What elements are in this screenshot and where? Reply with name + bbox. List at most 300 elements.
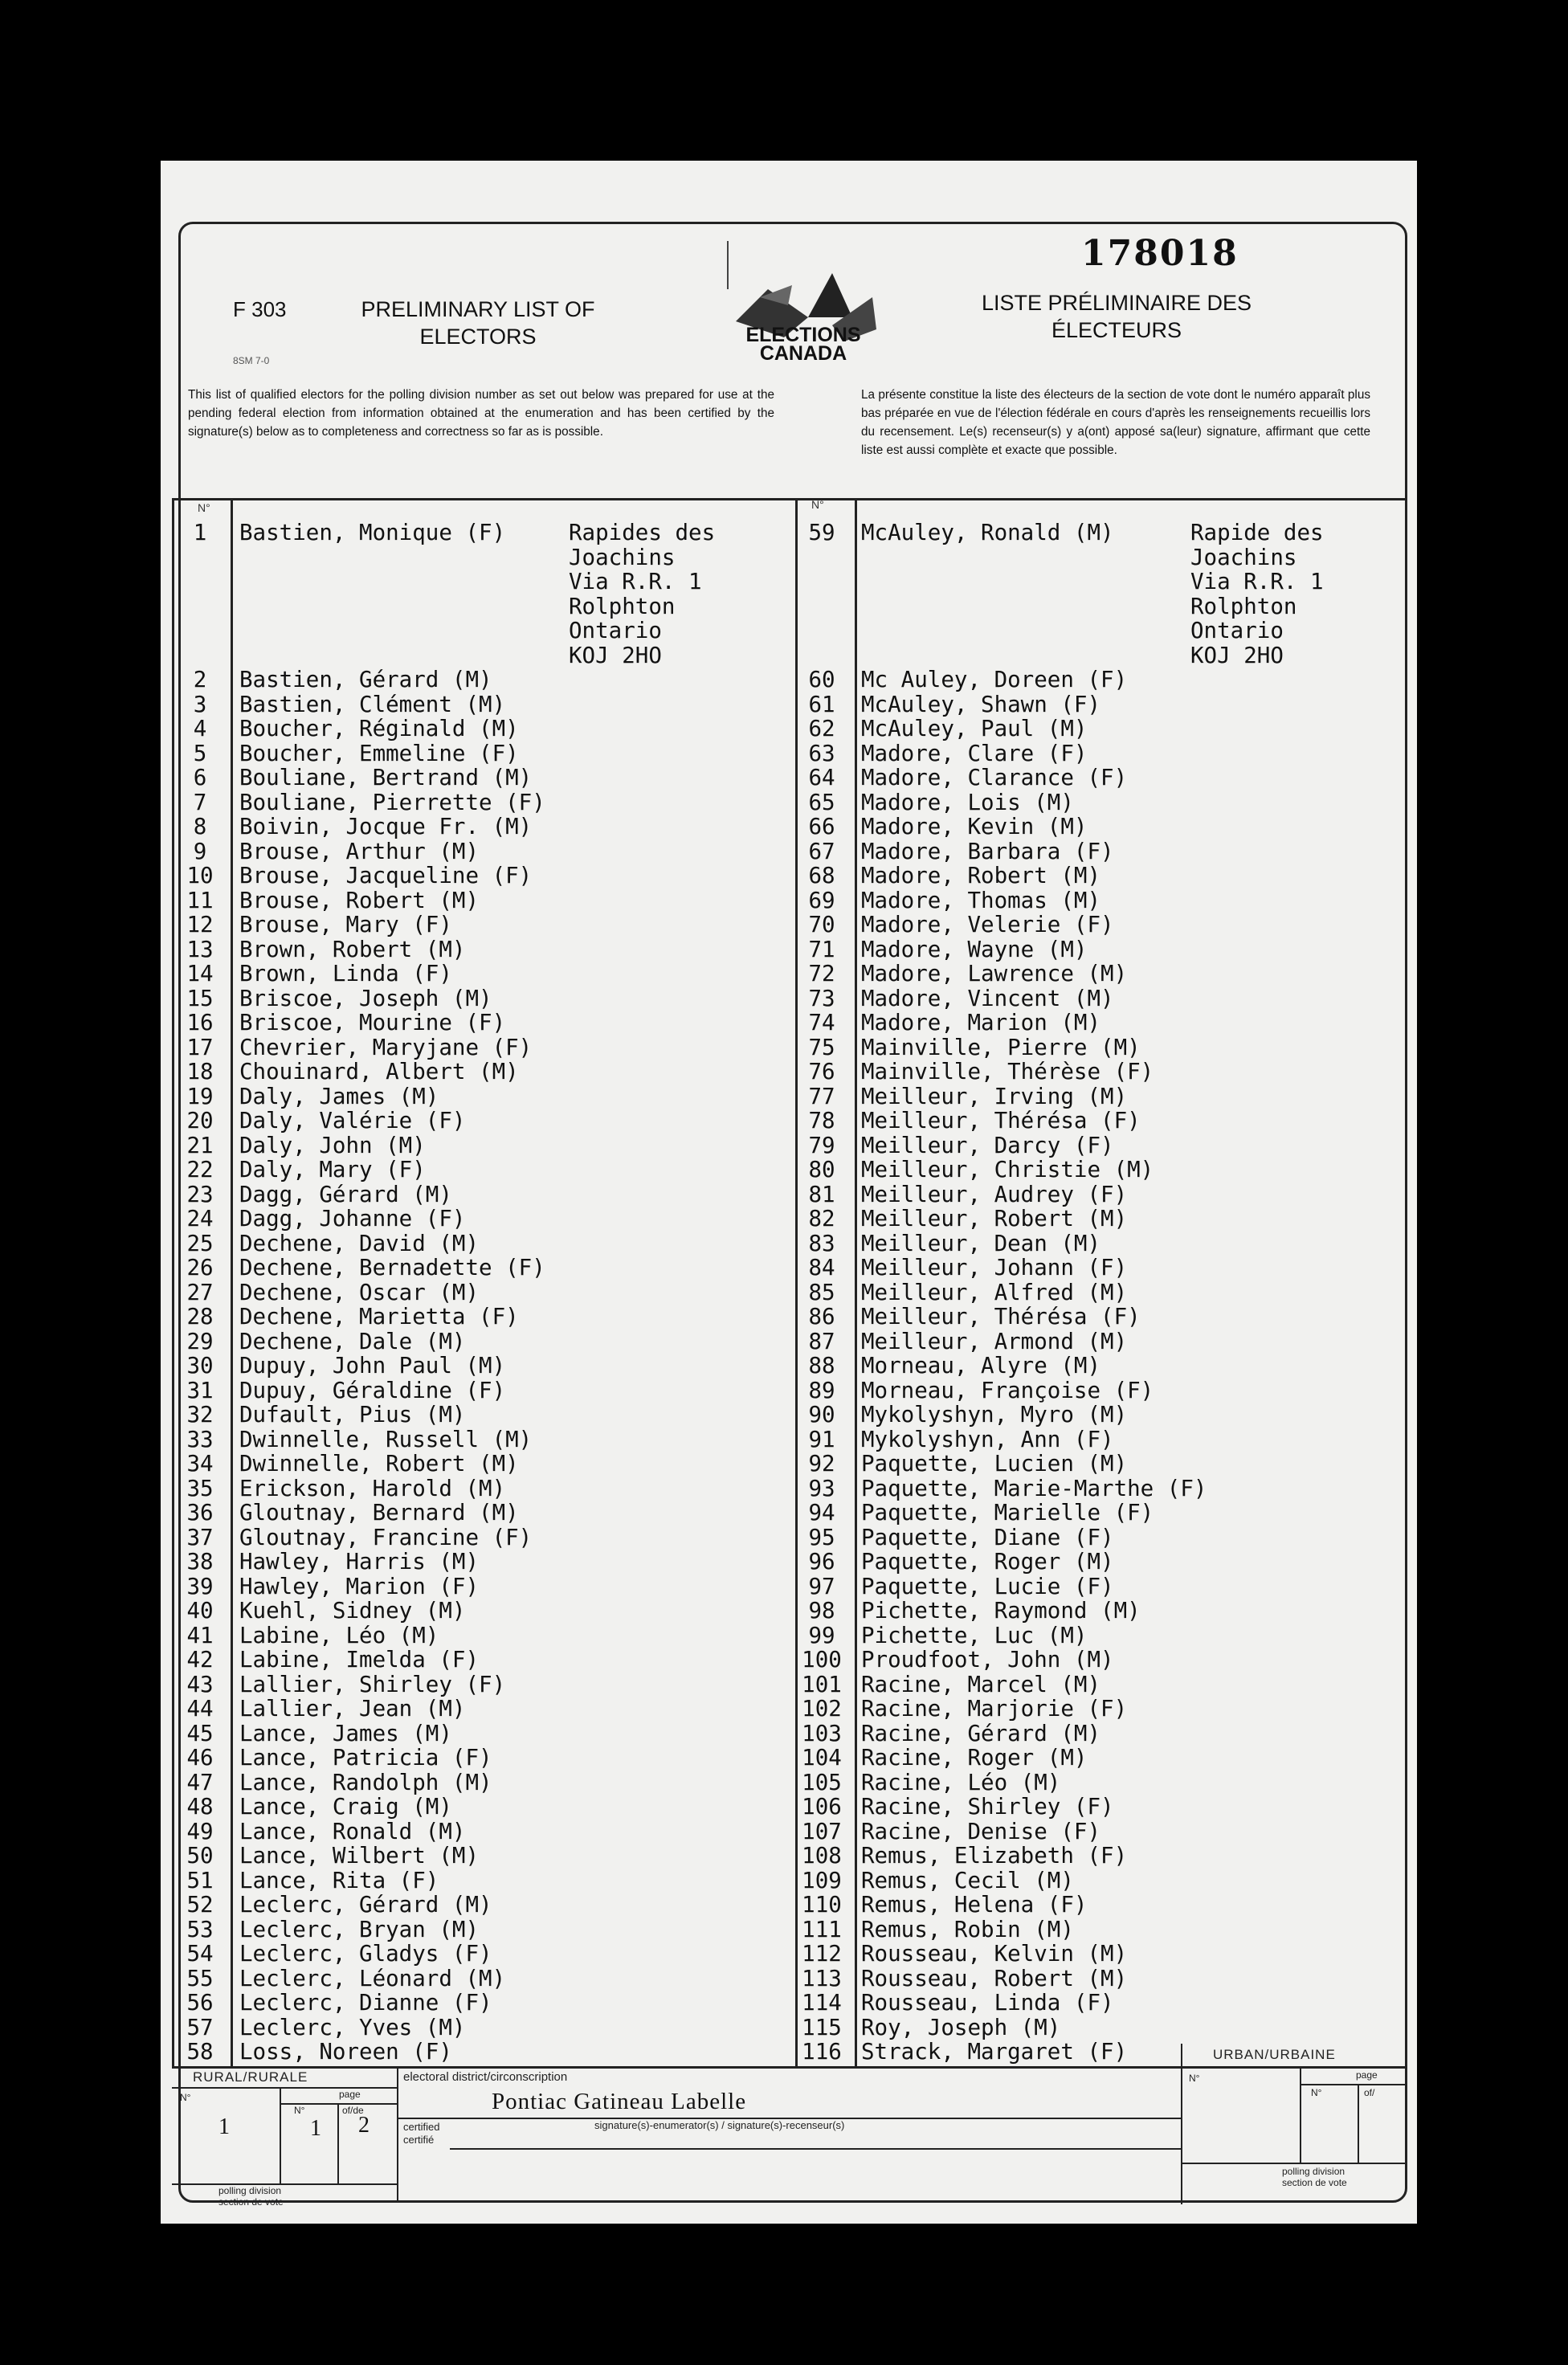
logo-line-elections: ELECTIONS — [745, 324, 861, 346]
urban-divider-2 — [1300, 2066, 1301, 2163]
form-sub-code: 8SM 7-0 — [233, 355, 270, 366]
elector-row — [794, 1403, 1404, 1428]
elector-row — [794, 1207, 1404, 1232]
elector-number: 79 — [808, 1132, 835, 1158]
elector-row — [172, 1795, 790, 1820]
elector-name: Rousseau, Kelvin (M) — [861, 1941, 1128, 1967]
address-line: Rapide des — [1190, 520, 1324, 545]
elector-row — [172, 937, 790, 962]
elector-row — [794, 1844, 1404, 1869]
address-line: Rolphton — [569, 593, 676, 619]
elector-name: Dufault, Pius (M) — [239, 1402, 466, 1428]
elector-number: 116 — [802, 2039, 842, 2065]
elector-name: Madore, Marion (M) — [861, 1010, 1101, 1035]
elector-row — [172, 1624, 790, 1648]
elector-number: 115 — [802, 2014, 842, 2040]
elector-number: 96 — [808, 1549, 835, 1575]
elector-row — [794, 1256, 1404, 1281]
elector-name: Racine, Léo (M) — [861, 1769, 1061, 1795]
elector-number: 47 — [186, 1769, 214, 1795]
elector-number: 77 — [808, 1083, 835, 1109]
elector-row — [794, 1109, 1404, 1133]
elector-number: 83 — [808, 1230, 835, 1256]
elector-row — [172, 1035, 790, 1060]
elector-number: 81 — [808, 1181, 835, 1207]
elector-row — [172, 815, 790, 839]
elector-number: 68 — [808, 863, 835, 888]
elector-row — [172, 1942, 790, 1967]
elector-name: Bastien, Gérard (M) — [239, 667, 492, 692]
elector-number: 40 — [186, 1598, 214, 1624]
page-no-label: N° — [294, 2105, 305, 2116]
elector-row — [172, 2040, 790, 2065]
rural-divider-1 — [280, 2087, 281, 2183]
elector-number: 62 — [808, 716, 835, 741]
elector-row — [794, 1575, 1404, 1599]
signature-label: signature(s)-enumerator(s) / signature(s)-recenseur(s) — [594, 2119, 845, 2131]
elector-name: McAuley, Paul (M) — [861, 716, 1088, 741]
elector-row — [794, 1182, 1404, 1207]
logo-line-canada: CANADA — [759, 342, 847, 365]
elector-number: 50 — [186, 1843, 214, 1869]
elector-name: Bouliane, Pierrette (F) — [239, 789, 545, 815]
elector-name: Roy, Joseph (M) — [861, 2014, 1061, 2040]
elector-number: 97 — [808, 1573, 835, 1599]
rural-label-rule — [172, 2087, 397, 2089]
elector-name: Meilleur, Johann (F) — [861, 1255, 1128, 1281]
elector-name: Madore, Lois (M) — [861, 789, 1074, 815]
elector-number: 82 — [808, 1206, 835, 1232]
address-line: Ontario — [1190, 618, 1284, 643]
elector-row — [794, 1795, 1404, 1820]
elector-row — [794, 1428, 1404, 1452]
elector-name: Remus, Elizabeth (F) — [861, 1843, 1128, 1869]
elector-row — [172, 1060, 790, 1084]
elector-name: Racine, Denise (F) — [861, 1818, 1101, 1844]
elector-name: Meilleur, Alfred (M) — [861, 1279, 1128, 1305]
elector-row — [172, 1991, 790, 2016]
elector-name: Proudfoot, John (M) — [861, 1647, 1114, 1673]
elector-number: 12 — [186, 912, 214, 937]
elector-number: 59 — [808, 520, 835, 545]
urban-of-label: of/ — [1364, 2087, 1375, 2098]
elector-row — [794, 1477, 1404, 1501]
elector-number: 25 — [186, 1230, 214, 1256]
elector-row — [172, 1501, 790, 1526]
elector-name: Meilleur, Thérésa (F) — [861, 1304, 1141, 1330]
elector-row — [172, 1011, 790, 1035]
address-line: KOJ 2HO — [569, 642, 662, 668]
elector-number: 58 — [186, 2039, 214, 2065]
elector-number: 94 — [808, 1500, 835, 1526]
elector-row — [794, 1746, 1404, 1771]
elector-row — [172, 1918, 790, 1942]
elector-name: Madore, Wayne (M) — [861, 936, 1088, 962]
elector-number: 11 — [186, 887, 214, 913]
elector-row — [794, 1305, 1404, 1330]
elector-name: Paquette, Roger (M) — [861, 1549, 1114, 1575]
elector-name: Daly, Mary (F) — [239, 1157, 426, 1182]
elector-name: Meilleur, Audrey (F) — [861, 1181, 1128, 1207]
left-no-header: N° — [198, 501, 210, 514]
elector-row — [172, 1648, 790, 1673]
elector-name: Boucher, Réginald (M) — [239, 716, 519, 741]
elector-number: 84 — [808, 1255, 835, 1281]
elector-name: Madore, Kevin (M) — [861, 814, 1088, 839]
header-rule — [172, 498, 1407, 500]
elector-number: 5 — [193, 740, 207, 766]
elector-name: McAuley, Ronald (M) — [861, 520, 1114, 545]
elector-row — [794, 1501, 1404, 1526]
elector-row — [172, 766, 790, 790]
elector-name: Lallier, Jean (M) — [239, 1696, 466, 1722]
urban-label-rule — [1181, 2066, 1407, 2068]
electors-column-right — [794, 521, 1404, 2065]
urban-divider-3 — [1358, 2084, 1359, 2163]
elector-row — [172, 1673, 790, 1697]
elector-number: 46 — [186, 1745, 214, 1771]
elector-row — [794, 1869, 1404, 1893]
elector-number: 98 — [808, 1598, 835, 1624]
elector-number: 14 — [186, 961, 214, 986]
elector-row — [794, 790, 1404, 815]
elector-row — [794, 1771, 1404, 1795]
elector-name: Racine, Marcel (M) — [861, 1671, 1101, 1697]
elector-row — [794, 1354, 1404, 1379]
elector-row — [172, 1771, 790, 1795]
elector-name: Morneau, Françoise (F) — [861, 1377, 1154, 1403]
rural-section-de-vote: section de vote — [218, 2196, 284, 2208]
elector-number: 70 — [808, 912, 835, 937]
elector-number: 22 — [186, 1157, 214, 1182]
elector-number: 8 — [193, 814, 207, 839]
address-line: Joachins — [1190, 544, 1297, 570]
rural-divider-3 — [337, 2103, 339, 2183]
elector-number: 85 — [808, 1279, 835, 1305]
elector-number: 18 — [186, 1059, 214, 1084]
elector-name: Mc Auley, Doreen (F) — [861, 667, 1128, 692]
elector-name: Meilleur, Irving (M) — [861, 1083, 1128, 1109]
elector-number: 15 — [186, 985, 214, 1011]
elector-row — [794, 1820, 1404, 1844]
elector-name: Paquette, Lucie (F) — [861, 1573, 1114, 1599]
elector-name: Lallier, Shirley (F) — [239, 1671, 506, 1697]
elector-row — [794, 1599, 1404, 1624]
elector-row — [794, 913, 1404, 937]
elector-row — [172, 1893, 790, 1918]
elector-name: Lance, Craig (M) — [239, 1794, 452, 1820]
elector-row — [172, 1550, 790, 1575]
urban-section-de-vote: section de vote — [1282, 2177, 1347, 2188]
elector-row — [172, 1305, 790, 1330]
elector-number: 110 — [802, 1892, 842, 1918]
elector-name: Dwinnelle, Russell (M) — [239, 1426, 533, 1452]
elector-name: Brown, Linda (F) — [239, 961, 452, 986]
elector-name: Labine, Léo (M) — [239, 1622, 439, 1648]
rural-no-label: N° — [180, 2092, 191, 2103]
elector-number: 86 — [808, 1304, 835, 1330]
elector-row — [172, 1697, 790, 1722]
elector-number: 43 — [186, 1671, 214, 1697]
elector-number: 13 — [186, 936, 214, 962]
elector-name: Meilleur, Robert (M) — [861, 1206, 1128, 1232]
elector-name: Kuehl, Sidney (M) — [239, 1598, 466, 1624]
rural-bottom-rule — [172, 2183, 397, 2185]
elector-number: 106 — [802, 1794, 842, 1820]
elector-name: Paquette, Marielle (F) — [861, 1500, 1154, 1526]
elector-number: 42 — [186, 1647, 214, 1673]
elector-row — [794, 937, 1404, 962]
elector-name: Bastien, Monique (F) — [239, 520, 506, 545]
elector-name: Dwinnelle, Robert (M) — [239, 1451, 519, 1477]
elections-canada-logo — [712, 241, 929, 394]
elector-name: Paquette, Lucien (M) — [861, 1451, 1128, 1477]
elector-number: 3 — [193, 691, 207, 717]
elector-number: 76 — [808, 1059, 835, 1084]
elector-number: 102 — [802, 1696, 842, 1722]
elector-name: Leclerc, Léonard (M) — [239, 1965, 506, 1991]
elector-number: 39 — [186, 1573, 214, 1599]
elector-number: 100 — [802, 1647, 842, 1673]
elector-name: Remus, Cecil (M) — [861, 1867, 1074, 1893]
elector-row — [172, 1330, 790, 1354]
elector-number: 1 — [193, 520, 207, 545]
urban-polling-division: polling division — [1282, 2166, 1345, 2177]
elector-number: 111 — [802, 1916, 842, 1942]
elector-name: Mainville, Thérèse (F) — [861, 1059, 1154, 1084]
elector-name: McAuley, Shawn (F) — [861, 691, 1101, 717]
elector-number: 31 — [186, 1377, 214, 1403]
elector-row — [172, 1575, 790, 1599]
elector-name: Lance, Wilbert (M) — [239, 1843, 480, 1869]
elector-row — [172, 1722, 790, 1746]
serial-number: 178018 — [1081, 233, 1239, 274]
elector-name: Lance, Randolph (M) — [239, 1769, 492, 1795]
address-line: Rolphton — [1190, 593, 1297, 619]
elector-name: Pichette, Raymond (M) — [861, 1598, 1141, 1624]
elector-name: Meilleur, Thérésa (F) — [861, 1108, 1141, 1133]
elector-name: Gloutnay, Bernard (M) — [239, 1500, 519, 1526]
elector-name: Briscoe, Mourine (F) — [239, 1010, 506, 1035]
elector-row — [794, 1697, 1404, 1722]
elector-name: Mainville, Pierre (M) — [861, 1034, 1141, 1060]
elector-row — [172, 692, 790, 717]
elector-number: 112 — [802, 1941, 842, 1967]
elector-number: 4 — [193, 716, 207, 741]
elector-row — [794, 864, 1404, 888]
urban-bottom-rule — [1181, 2163, 1407, 2164]
elector-name: Brouse, Mary (F) — [239, 912, 452, 937]
elector-name: Lance, Patricia (F) — [239, 1745, 492, 1771]
elector-number: 28 — [186, 1304, 214, 1330]
elector-number: 34 — [186, 1451, 214, 1477]
elector-row — [794, 962, 1404, 986]
elector-number: 63 — [808, 740, 835, 766]
elector-row — [172, 962, 790, 986]
elector-name: Bastien, Clément (M) — [239, 691, 506, 717]
elector-number: 101 — [802, 1671, 842, 1697]
elector-number: 16 — [186, 1010, 214, 1035]
elector-number: 64 — [808, 765, 835, 790]
elector-name: Dechene, Dale (M) — [239, 1328, 466, 1354]
elector-number: 61 — [808, 691, 835, 717]
elector-number: 90 — [808, 1402, 835, 1428]
elector-name: Rousseau, Linda (F) — [861, 1990, 1114, 2016]
elector-name: Boivin, Jocque Fr. (M) — [239, 814, 533, 839]
elector-name: Brouse, Jacqueline (F) — [239, 863, 533, 888]
elector-row — [794, 741, 1404, 766]
elector-row — [794, 1011, 1404, 1035]
elector-row — [172, 1428, 790, 1452]
elector-name: Dagg, Gérard (M) — [239, 1181, 452, 1207]
elector-row — [172, 1182, 790, 1207]
elector-number: 92 — [808, 1451, 835, 1477]
elector-name: Dechene, Oscar (M) — [239, 1279, 480, 1305]
urban-no-label: N° — [1189, 2073, 1200, 2084]
address-block-left — [569, 521, 715, 668]
elector-row — [172, 1869, 790, 1893]
page-of-number: 2 — [358, 2113, 370, 2138]
elector-name: Gloutnay, Francine (F) — [239, 1524, 533, 1550]
elector-number: 114 — [802, 1990, 842, 2016]
elector-name: Daly, Valérie (F) — [239, 1108, 466, 1133]
rural-polling-division: polling division — [218, 2185, 282, 2196]
address-line: KOJ 2HO — [1190, 642, 1284, 668]
elector-row — [172, 668, 790, 692]
elector-name: Leclerc, Gérard (M) — [239, 1892, 492, 1918]
elector-name: Paquette, Marie-Marthe (F) — [861, 1475, 1207, 1501]
elector-name: Hawley, Marion (F) — [239, 1573, 480, 1599]
title-english: PRELIMINARY LIST OF ELECTORS — [361, 297, 595, 349]
elector-name: Racine, Marjorie (F) — [861, 1696, 1128, 1722]
elector-row — [794, 1452, 1404, 1477]
elector-row — [794, 2016, 1404, 2040]
elector-name: Leclerc, Dianne (F) — [239, 1990, 492, 2016]
elector-name: Madore, Clarance (F) — [861, 765, 1128, 790]
elector-row — [794, 1673, 1404, 1697]
elector-number: 20 — [186, 1108, 214, 1133]
elector-name: Chevrier, Maryjane (F) — [239, 1034, 533, 1060]
elector-number: 54 — [186, 1941, 214, 1967]
elector-number: 55 — [186, 1965, 214, 1991]
elector-row — [172, 1967, 790, 1991]
elector-name: Leclerc, Yves (M) — [239, 2014, 466, 2040]
elector-number: 69 — [808, 887, 835, 913]
elector-row — [172, 913, 790, 937]
elector-row — [794, 1526, 1404, 1550]
elector-number: 57 — [186, 2014, 214, 2040]
elector-name: Strack, Margaret (F) — [861, 2039, 1128, 2065]
elector-row — [172, 1477, 790, 1501]
elector-name: Paquette, Diane (F) — [861, 1524, 1114, 1550]
certified-label-fr: certifié — [403, 2134, 435, 2146]
elector-name: Meilleur, Christie (M) — [861, 1157, 1154, 1182]
address-line: Via R.R. 1 — [569, 569, 702, 594]
elector-number: 89 — [808, 1377, 835, 1403]
elector-number: 95 — [808, 1524, 835, 1550]
elector-number: 99 — [808, 1622, 835, 1648]
elector-number: 71 — [808, 936, 835, 962]
elector-row — [794, 986, 1404, 1011]
elector-number: 29 — [186, 1328, 214, 1354]
elector-number: 67 — [808, 838, 835, 864]
elector-row — [794, 1648, 1404, 1673]
elector-row — [172, 1844, 790, 1869]
electors-list-page — [161, 161, 1417, 2224]
elector-name: Mykolyshyn, Myro (M) — [861, 1402, 1128, 1428]
elector-name: Boucher, Emmeline (F) — [239, 740, 519, 766]
elector-row — [172, 2016, 790, 2040]
elector-row — [794, 668, 1404, 692]
elector-name: Leclerc, Bryan (M) — [239, 1916, 480, 1942]
elector-name: Racine, Shirley (F) — [861, 1794, 1114, 1820]
elector-row — [172, 986, 790, 1011]
elector-number: 74 — [808, 1010, 835, 1035]
elector-name: Bouliane, Bertrand (M) — [239, 765, 533, 790]
elector-row — [794, 1550, 1404, 1575]
rural-label: RURAL/RURALE — [193, 2069, 308, 2085]
elector-number: 7 — [193, 789, 207, 815]
elector-number: 21 — [186, 1132, 214, 1158]
address-block-right — [1190, 521, 1324, 668]
elector-name: Hawley, Harris (M) — [239, 1549, 480, 1575]
elector-name: Dechene, David (M) — [239, 1230, 480, 1256]
elector-number: 103 — [802, 1720, 842, 1746]
elector-number: 109 — [802, 1867, 842, 1893]
elector-name: Daly, James (M) — [239, 1083, 439, 1109]
elector-row — [172, 1207, 790, 1232]
elector-number: 27 — [186, 1279, 214, 1305]
elector-row — [172, 839, 790, 864]
elector-number: 105 — [802, 1769, 842, 1795]
elector-number: 38 — [186, 1549, 214, 1575]
elector-name: Labine, Imelda (F) — [239, 1647, 480, 1673]
elector-row — [172, 1379, 790, 1403]
elector-number: 65 — [808, 789, 835, 815]
elector-number: 32 — [186, 1402, 214, 1428]
elector-row — [172, 1232, 790, 1256]
elector-number: 66 — [808, 814, 835, 839]
elector-row — [794, 1084, 1404, 1109]
title-french: LISTE PRÉLIMINAIRE DES ÉLECTEURS — [981, 291, 1252, 342]
elector-number: 87 — [808, 1328, 835, 1354]
elector-row — [172, 741, 790, 766]
elector-name: Remus, Helena (F) — [861, 1892, 1088, 1918]
page-number: 1 — [310, 2116, 321, 2141]
elector-number: 48 — [186, 1794, 214, 1820]
elector-row — [172, 864, 790, 888]
elector-row — [172, 1109, 790, 1133]
elector-number: 6 — [193, 765, 207, 790]
elector-row — [794, 766, 1404, 790]
elector-row — [172, 1746, 790, 1771]
elector-number: 78 — [808, 1108, 835, 1133]
elector-number: 33 — [186, 1426, 214, 1452]
elector-name: Meilleur, Darcy (F) — [861, 1132, 1114, 1158]
elector-number: 113 — [802, 1965, 842, 1991]
elector-row — [794, 1232, 1404, 1256]
elector-name: Loss, Noreen (F) — [239, 2039, 452, 2065]
elector-row — [172, 1158, 790, 1182]
certified-label-en: certified — [403, 2121, 440, 2133]
page-of-label: of/de — [342, 2105, 364, 2116]
elector-row — [794, 1379, 1404, 1403]
elector-name: Remus, Robin (M) — [861, 1916, 1074, 1942]
elector-row — [172, 1354, 790, 1379]
elector-name: Madore, Barbara (F) — [861, 838, 1114, 864]
elector-number: 30 — [186, 1353, 214, 1379]
district-label: electoral district/circonscription — [403, 2070, 568, 2084]
